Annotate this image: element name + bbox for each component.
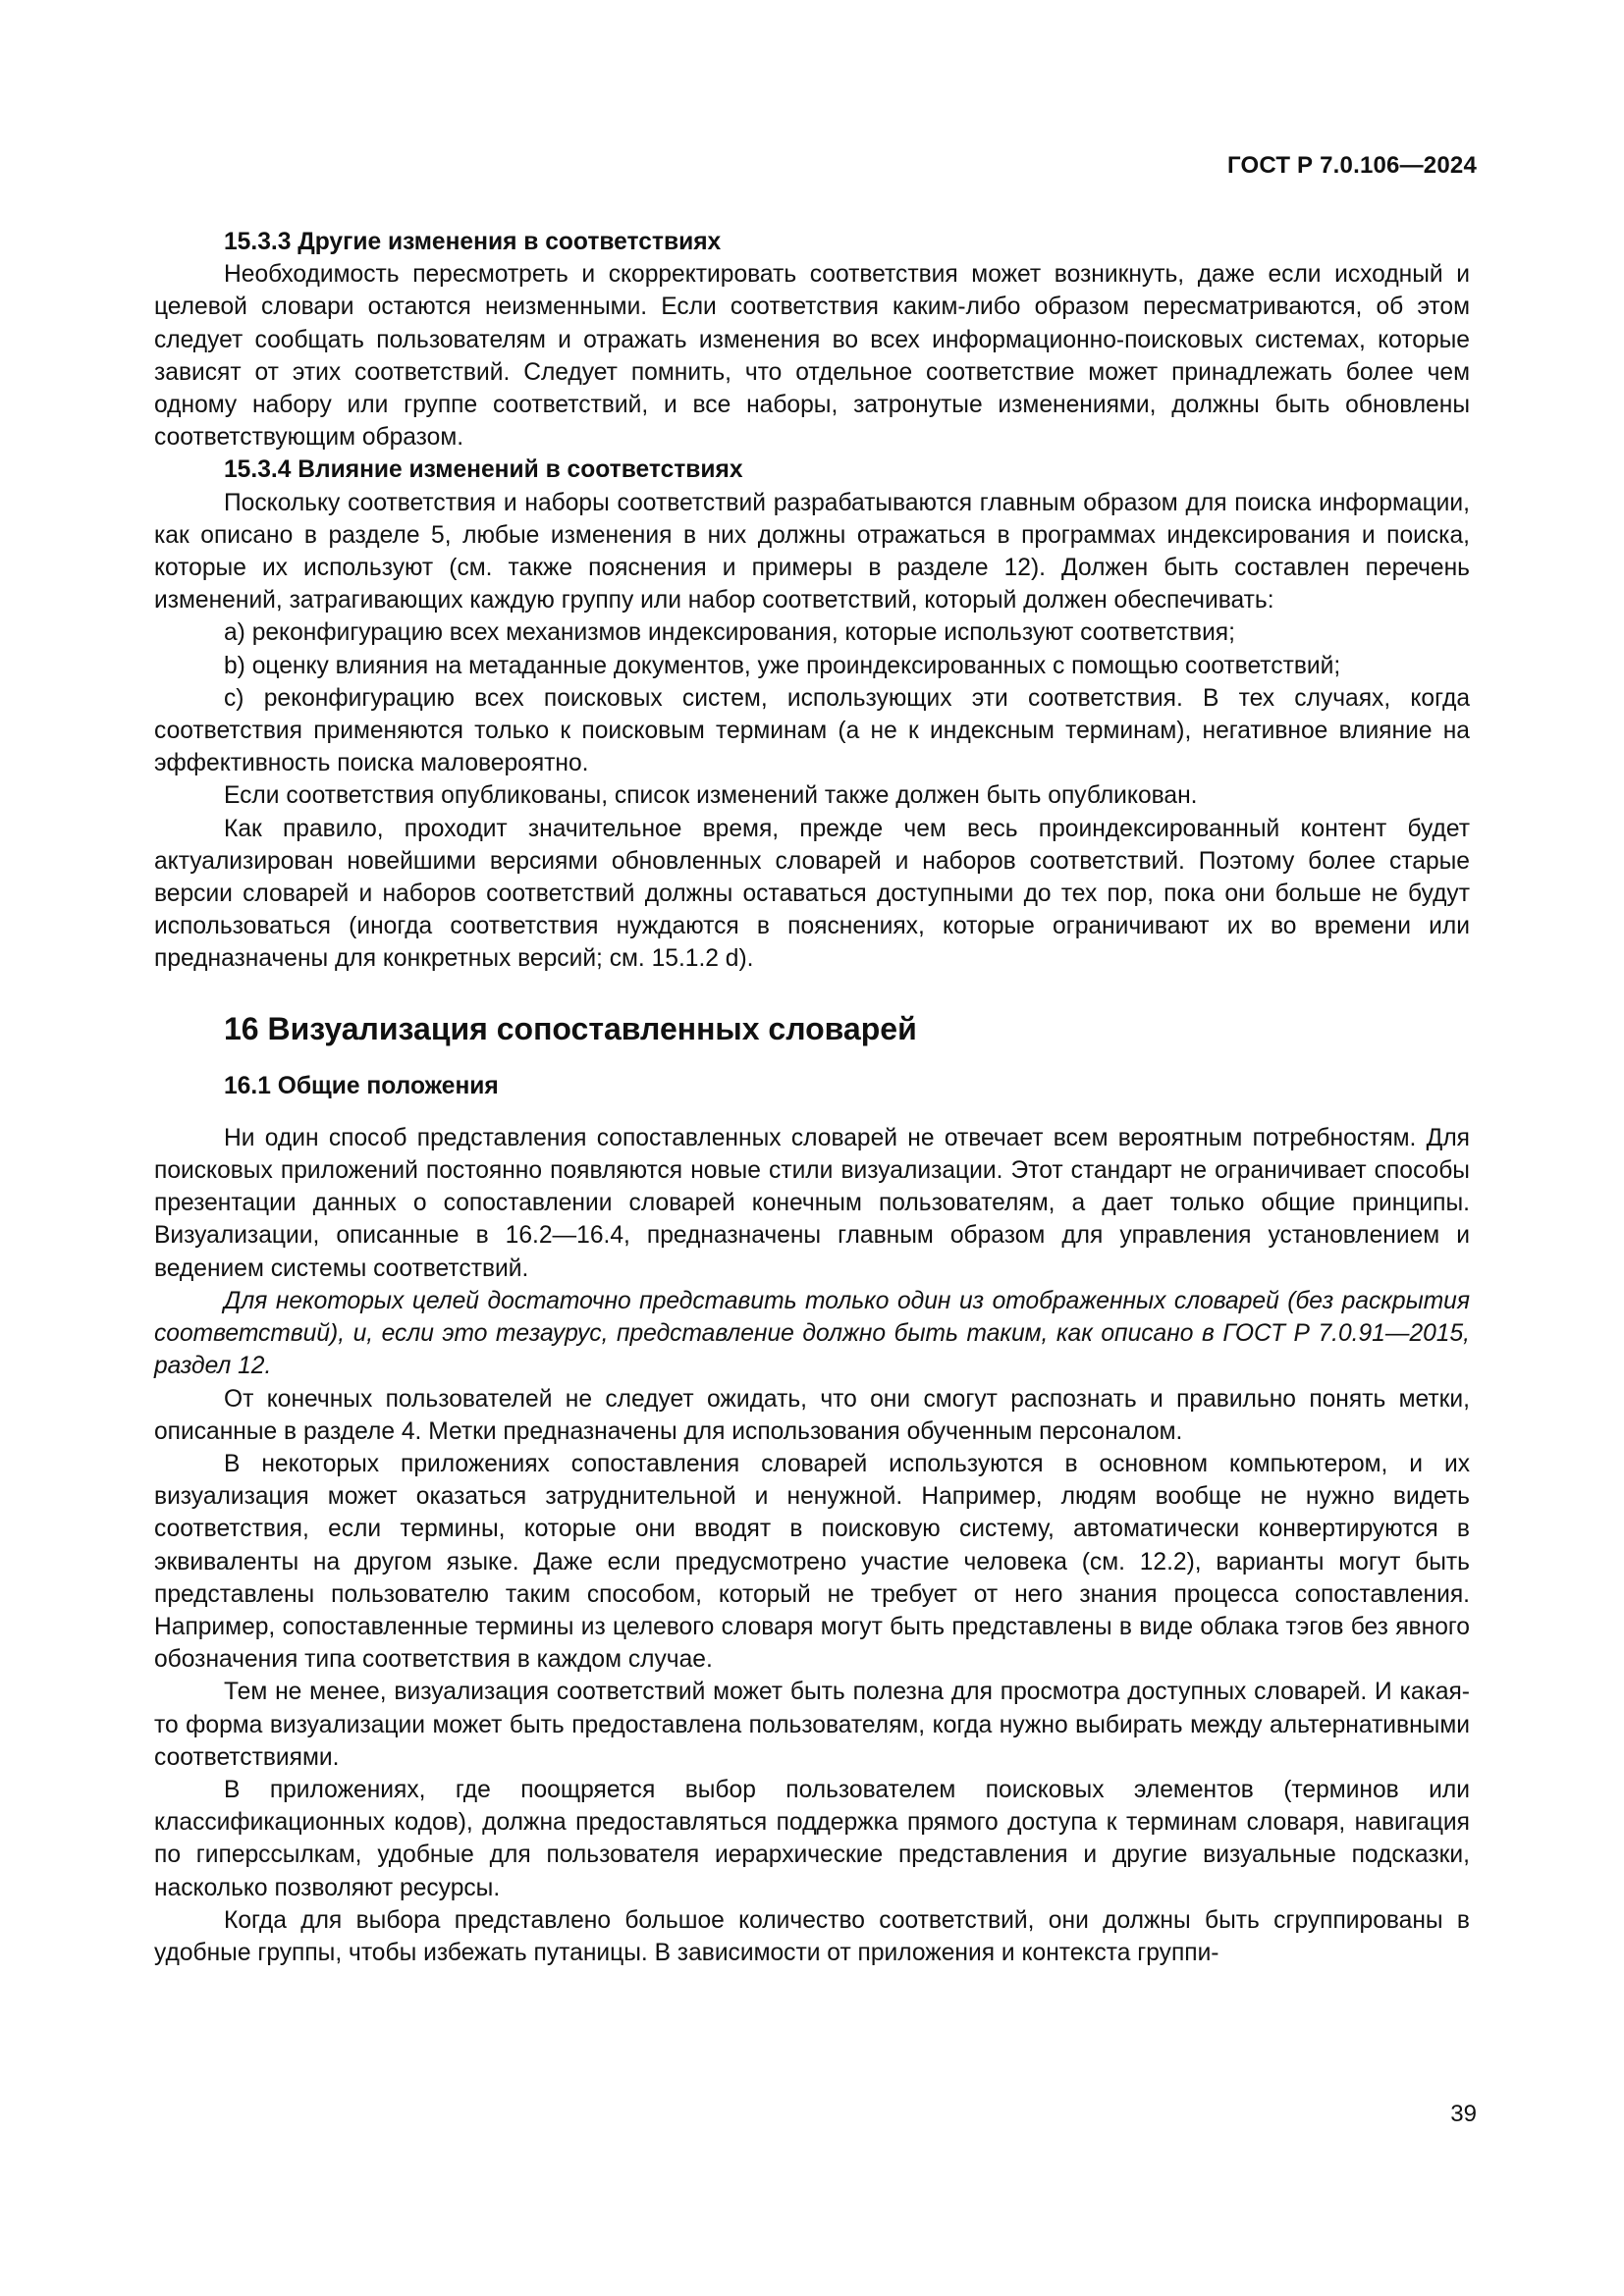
list-item-b: b) оценку влияния на метаданные документов, уже проиндексированных с помощью соответствий; <box>224 652 1341 679</box>
page-number: 39 <box>1450 2101 1477 2127</box>
heading-16-1: 16.1 Общие положения <box>224 1072 499 1099</box>
paragraph: Когда для выбора представлено большое количество соответствий, они должны быть сгруппированы в удобные группы, чтобы избежать путаницы. В зависимости от приложения и контекста группи- <box>154 1906 1470 1966</box>
paragraph: В некоторых приложениях сопоставления словарей используются в основном компьютером, и их визуализация может оказаться затруднительной и ненужной. Например, людям вообще не нужно видеть соответствия, если термины, которые они вводят в поисковую систему, автоматически конвертируются в эквиваленты на другом языке. Даже если предусмотрено участие человека (см. 12.2), варианты могут быть представлены пользователю таким способом, который не требует от него знания процесса сопоставления. Например, сопоставленные термины из целевого словаря могут быть представлены в виде облака тэгов без явного обозначения типа соответствия в каждом случае. <box>154 1450 1470 1674</box>
paragraph: Поскольку соответствия и наборы соответствий разрабатываются главным образом для поиска информации, как описано в разделе 5, любые изменения в них должны отражаться в программах индексирования и поиска, которые их используют (см. также пояснения и примеры в разделе 12). Должен быть составлен перечень изменений, затрагивающих каждую группу или набор соответствий, который должен обеспечивать: <box>154 489 1470 614</box>
paragraph: Тем не менее, визуализация соответствий может быть полезна для просмотра доступных словарей. И какая-то форма визуализации может быть предоставлена пользователям, когда нужно выбирать между альтернативными соответствиями. <box>154 1679 1470 1771</box>
paragraph: Ни один способ представления сопоставленных словарей не отвечает всем вероятным потребностям. Для поисковых приложений постоянно появляются новые стили визуализации. Этот стандарт не ограничивает способы презентации данных о сопоставлении словарей конечным пользователям, а дает только общие принципы. Визуализации, описанные в 16.2—16.4, предназначены главным образом для управления установлением и ведением системы соответствий. <box>154 1124 1470 1282</box>
paragraph: От конечных пользователей не следует ожидать, что они смогут распознать и правильно понять метки, описанные в разделе 4. Метки предназначены для использования обученным персоналом. <box>154 1385 1470 1445</box>
page-body <box>154 226 1470 1969</box>
paragraph: Необходимость пересмотреть и скорректировать соответствия может возникнуть, даже если исходный и целевой словари остаются неизменными. Если соответствия каким-либо образом пересматриваются, об этом следует сообщать пользователям и отражать изменения во всех информационно-поисковых системах, которые зависят от этих соответствий. Следует помнить, что отдельное соответствие может принадлежать более чем одному набору или группе соответствий, и все наборы, затронутые изменениями, должны быть обновлены соответствующим образом. <box>154 261 1470 452</box>
italic-note-paragraph: Для некоторых целей достаточно представить только один из отображенных словарей (без раскрытия соответствий), и, если это тезаурус, представление должно быть таким, как описано в ГОСТ Р 7.0.91—2015, раздел 12. <box>154 1287 1470 1380</box>
section-heading-16: 16 Визуализация сопоставленных словарей <box>224 1010 917 1046</box>
standard-designation: ГОСТ Р 7.0.106—2024 <box>1227 152 1477 179</box>
paragraph: Как правило, проходит значительное время, прежде чем весь проиндексированный контент будет актуализирован новейшими версиями обновленных словарей и наборов соответствий. Поэтому более старые версии словарей и наборов соответствий должны оставаться доступными до тех пор, пока они больше не будут использоваться (иногда соответствия нуждаются в пояснениях, которые ограничивают их во времени или предназначены для конкретных версий; см. 15.1.2 d). <box>154 815 1470 973</box>
heading-15-3-3: 15.3.3 Другие изменения в соответствиях <box>224 229 722 255</box>
heading-15-3-4: 15.3.4 Влияние изменений в соответствиях <box>224 456 743 484</box>
list-item-a: a) реконфигурацию всех механизмов индексирования, которые используют соответствия; <box>224 619 1235 647</box>
paragraph: Если соответствия опубликованы, список изменений также должен быть опубликован. <box>224 782 1198 810</box>
paragraph: В приложениях, где поощряется выбор пользователем поисковых элементов (терминов или классификационных кодов), должна предоставляться поддержка прямого доступа к терминам словаря, навигация по гиперссылкам, удобные для пользователя иерархические представления и другие визуальные подсказки, насколько позволяют ресурсы. <box>154 1776 1470 1901</box>
list-item-c: c) реконфигурацию всех поисковых систем, использующих эти соответствия. В тех случаях, когда соответствия применяются только к поисковым терминам (а не к индексным терминам), негативное влияние на эффективность поиска маловероятно. <box>154 684 1470 777</box>
